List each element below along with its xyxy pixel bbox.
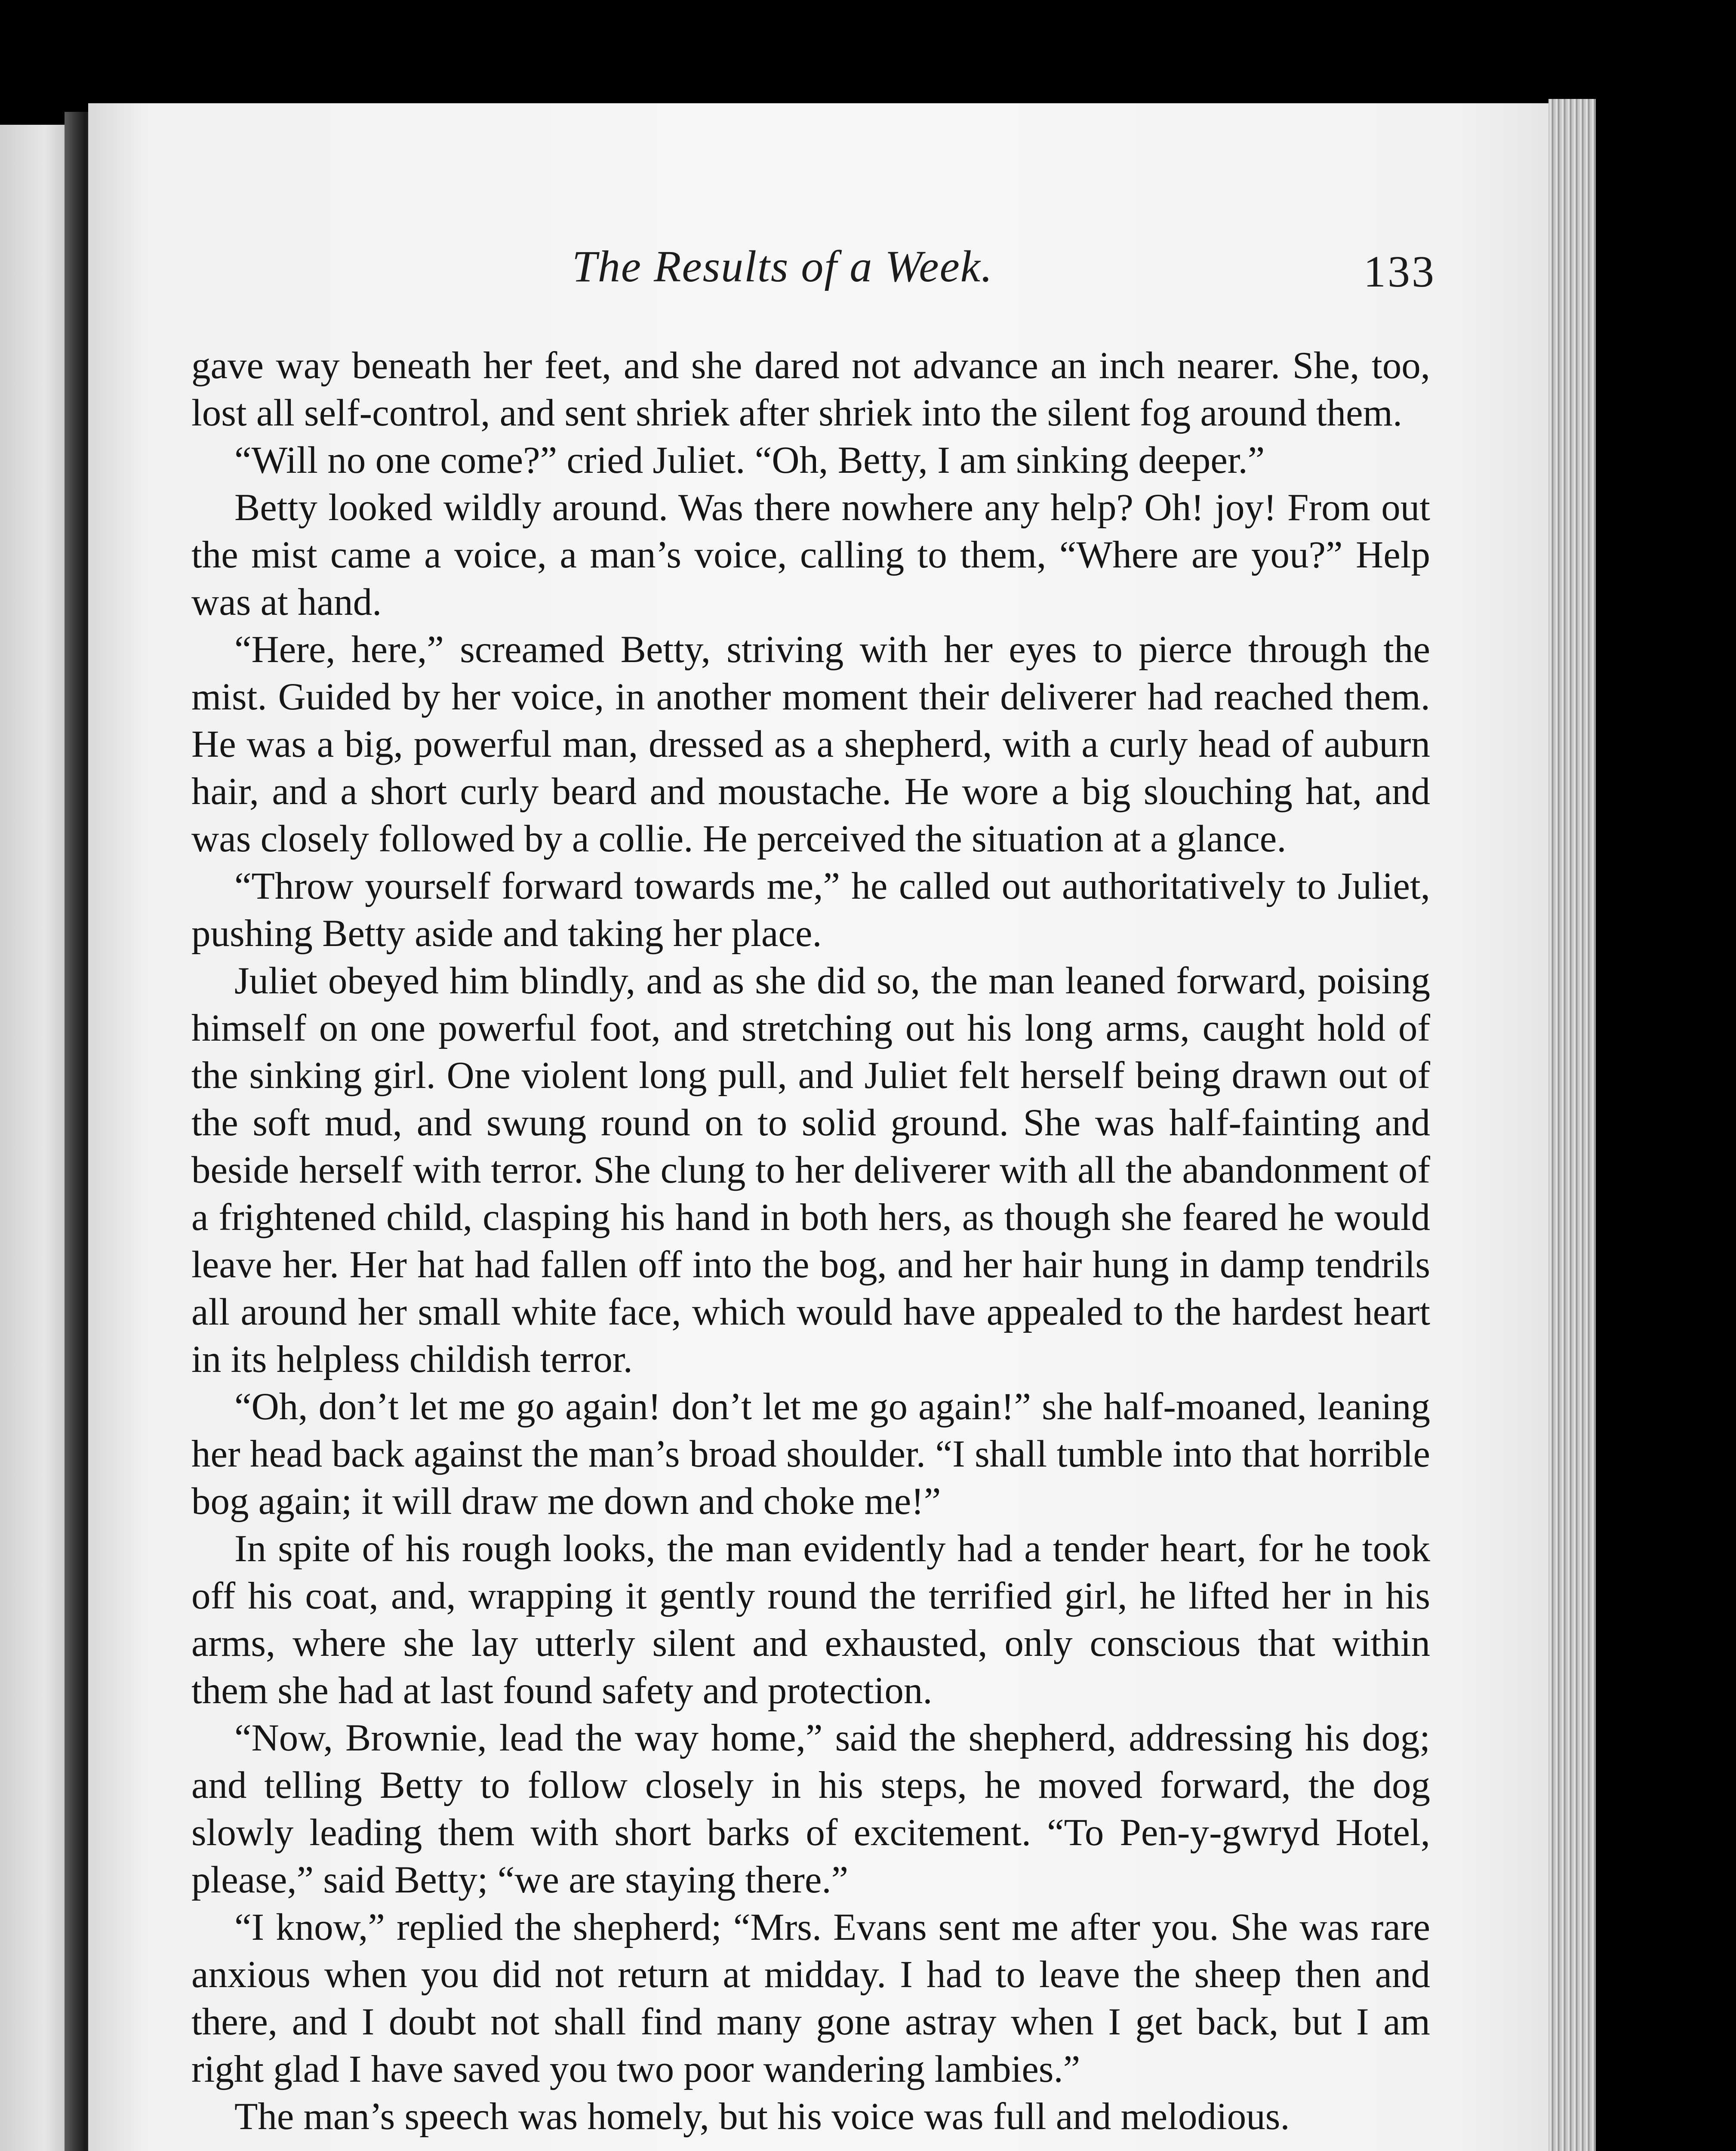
paragraph: In spite of his rough looks, the man evidently had a tender heart, for he took off his coat, and, wrapping it gently round the terrified girl, he lifted her in his arms, where she lay utterly silent and exhausted, only conscious that within them she had at last found safety and protection. [191, 1528, 1430, 1712]
paragraph: “Oh, don’t let me go again! don’t let me go again!” she half-moaned, leaning her head back against the man’s broad shoulder. “I shall tumble into that horrible bog again; it will draw me down and choke me!” [191, 1386, 1430, 1522]
paragraph: “Now, Brownie, lead the way home,” said the shepherd, addressing his dog; and telling Betty to follow closely in his steps, he moved forward, the dog slowly leading them with short barks of excitement. “To Pen-y-gwryd Hotel, please,” said Betty; “we are staying there.” [191, 1717, 1430, 1901]
paragraph: Juliet obeyed him blindly, and as she did so, the man leaned forward, poising himself on one powerful foot, and stretching out his long arms, caught hold of the sinking girl. One violent long pull, and Juliet felt herself being drawn out of the soft mud, and swung round on to solid ground. She was half-fainting and beside herself with terror. She clung to her deliverer with all the abandonment of a frightened child, clasping his hand in both hers, as though she feared he would leave her. Her hat had fallen off into the bog, and her hair hung in damp tendrils all around her small white face, which would have appealed to the hardest heart in its helpless childish terror. [191, 960, 1430, 1381]
paragraph: gave way beneath her feet, and she dared not advance an inch nearer. She, too, lost all self-control, and sent shriek after shriek into the silent fog around them. [191, 345, 1430, 434]
page-stack-edge [1548, 99, 1596, 2151]
paragraph: “Here, here,” screamed Betty, striving with her eyes to pierce through the mist. Guided by her voice, in another moment their deliverer had reached them. He was a big, powerful man, dressed as a shepherd, with a curly head of auburn hair, and a short curly beard and moustache. He wore a big slouching hat, and was closely followed by a collie. He perceived the situation at a glance. [191, 629, 1430, 860]
paragraph: “I know,” replied the shepherd; “Mrs. Evans sent me after you. She was rare anxious when you did not return at midday. I had to leave the sheep then and there, and I doubt not shall find many gone astray when I get back, but I am right glad I have saved you two poor wandering lambies.” [191, 1906, 1430, 2090]
paragraph: “Throw yourself forward towards me,” he called out authoritatively to Juliet, pushing Betty aside and taking her place. [191, 865, 1430, 955]
left-facing-page-edge [0, 125, 75, 2151]
running-head: The Results of a Week. [572, 242, 993, 291]
paragraph: The man’s speech was homely, but his voice was full and melodious. [234, 2096, 1290, 2138]
page-number: 133 [1364, 247, 1436, 296]
body-text [191, 342, 1430, 2140]
paragraph: “Will no one come?” cried Juliet. “Oh, Betty, I am sinking deeper.” [234, 439, 1265, 481]
paragraph: Betty looked wildly around. Was there nowhere any help? Oh! joy! From out the mist came a voice, a man’s voice, calling to them, “Where are you?” Help was at hand. [191, 487, 1430, 623]
